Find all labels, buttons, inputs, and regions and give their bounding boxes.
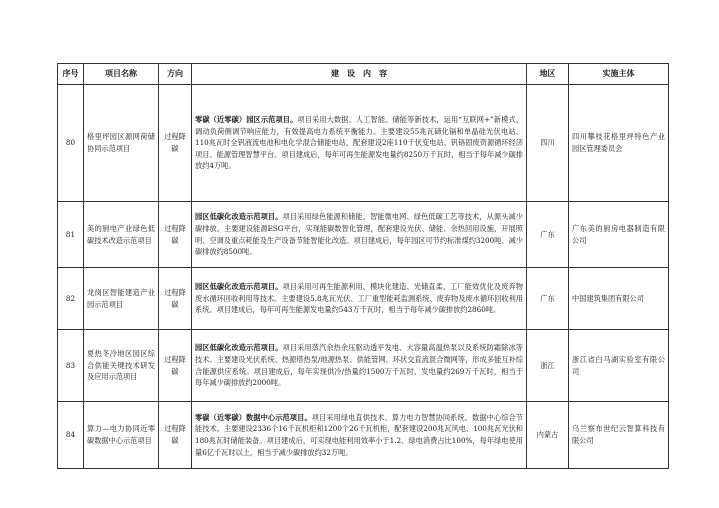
content-body: 项目采用绿色能源和储能、智能微电网、绿色低碳工艺等技术，从源头减少碳排放。主要建设能源ESG平台，实现能碳数智化管理，配套建设光伏、储能、余热回用设施，开展照明、空调及重点耗能及生产设备节能智能化改造。项目建成后，每年园区可节约标准煤约3200吨、减少碳排放约8500吨。 xyxy=(195,212,523,257)
table-header-row xyxy=(58,64,669,85)
direction-cell: 过程降碳 xyxy=(159,202,192,268)
header-region: 地区 xyxy=(527,64,569,85)
organization-cell: 乌兰察布世纪云智算科技有限公司 xyxy=(569,402,669,469)
table-row xyxy=(58,330,669,402)
content-cell xyxy=(192,268,527,330)
content-body: 项目采用蒸汽余热余压驱动透平发电、大容量高温热泵以及系统防霜除冰等技术。主要建设光伏系统、热源塔热泵/地源热泵、供能管网、环状交直流混合微网等，形成多能互补综合能源供应系统。项目建成后，每年实现供冷/热量约1500万千瓦时、发电量约269万千瓦时，相当于每年减少碳排放约2000吨。 xyxy=(195,343,523,388)
organization-cell: 浙江省白马湖实验室有限公司 xyxy=(569,330,669,402)
serial-cell: 83 xyxy=(58,330,84,402)
content-cell xyxy=(192,202,527,268)
region-cell: 广东 xyxy=(527,202,569,268)
table-row xyxy=(58,85,669,202)
direction-cell: 过程降碳 xyxy=(159,402,192,469)
organization-cell: 四川攀枝花格里坪特色产业园区管理委员会 xyxy=(569,85,669,202)
content-body: 项目采用绿电直供技术、算力电力智慧协同系统、数据中心综合节能技术。主要建设2336个16千瓦机柜和1200个26千瓦机柜，配套建设200兆瓦风电、100兆瓦光伏和180兆瓦时储能装备。项目建成后，可实现电能利用效率小于1.2、绿电消费占比100%，每年绿电使用量6亿千瓦时以上，相当于减少碳排放约32万吨。 xyxy=(195,412,523,457)
content-headline: 零碳（近零碳）园区示范项目。 xyxy=(195,115,298,125)
region-cell: 广东 xyxy=(527,268,569,330)
content-headline: 园区低碳化改造示范项目。 xyxy=(195,343,283,353)
serial-cell: 82 xyxy=(58,268,84,330)
region-cell: 浙江 xyxy=(527,330,569,402)
serial-cell: 81 xyxy=(58,202,84,268)
header-project-name: 项目名称 xyxy=(84,64,159,85)
serial-cell: 84 xyxy=(58,402,84,469)
header-content: 建 设 内 容 xyxy=(192,64,527,85)
region-cell: 四川 xyxy=(527,85,569,202)
project-name-cell: 龙岗区智能建造产业园示范项目 xyxy=(84,268,159,330)
content-cell xyxy=(192,85,527,202)
organization-cell: 中国建筑集团有限公司 xyxy=(569,268,669,330)
project-name-cell: 格里坪园区源网荷储协同示范项目 xyxy=(84,85,159,202)
serial-cell: 80 xyxy=(58,85,84,202)
region-cell: 内蒙古 xyxy=(527,402,569,469)
table-row xyxy=(58,202,669,268)
project-name-cell: 算力—电力协同近零碳数据中心示范项目 xyxy=(84,402,159,469)
header-organization: 实施主体 xyxy=(569,64,669,85)
organization-cell: 广东美的厨房电器制造有限公司 xyxy=(569,202,669,268)
projects-table xyxy=(57,63,669,469)
header-serial: 序号 xyxy=(58,64,84,85)
project-name-cell: 美的厨电产业绿色低碳技术改造示范项目 xyxy=(84,202,159,268)
content-headline: 零碳（近零碳）数据中心示范项目。 xyxy=(195,412,312,422)
content-headline: 园区低碳化改造示范项目。 xyxy=(195,282,283,292)
content-headline: 园区低碳化改造示范项目。 xyxy=(195,212,283,222)
content-cell xyxy=(192,330,527,402)
direction-cell: 过程降碳 xyxy=(159,330,192,402)
table-row xyxy=(58,268,669,330)
project-name-cell: 夏热冬冷地区园区综合供能关键技术研发及应用示范项目 xyxy=(84,330,159,402)
direction-cell: 过程降碳 xyxy=(159,85,192,202)
content-cell xyxy=(192,402,527,469)
direction-cell: 过程降碳 xyxy=(159,268,192,330)
table-row xyxy=(58,402,669,469)
header-direction: 方向 xyxy=(159,64,192,85)
content-body: 项目采用大数据、人工智能、储能等新技术，运用“互联网+”新模式，调动负荷侧调节响应能力，有效提高电力系统平衡能力。主要建设55兆瓦碲化镉和单晶硅光伏电站、110兆瓦时全钒液流电池和电化学混合储能电站，配套建设2座110千伏变电站、钒铬固废资源循环经济项目、能源管理智慧平台。项目建成后，每年可再生能源发电量约8250万千瓦时，相当于每年减少碳排放约4万吨。 xyxy=(195,115,524,171)
content-body: 项目采用可再生能源利用、模块化建造、光储直柔、工厂能效优化及废弃物废水循环回收利用等技术。主要建设5.8兆瓦光伏、工厂重型能耗监测系统、废弃物及废水循环回收利用系统。项目建成后，每年可再生能源发电量约543万千瓦时，相当于每年减少碳排放约2860吨。 xyxy=(195,282,523,315)
